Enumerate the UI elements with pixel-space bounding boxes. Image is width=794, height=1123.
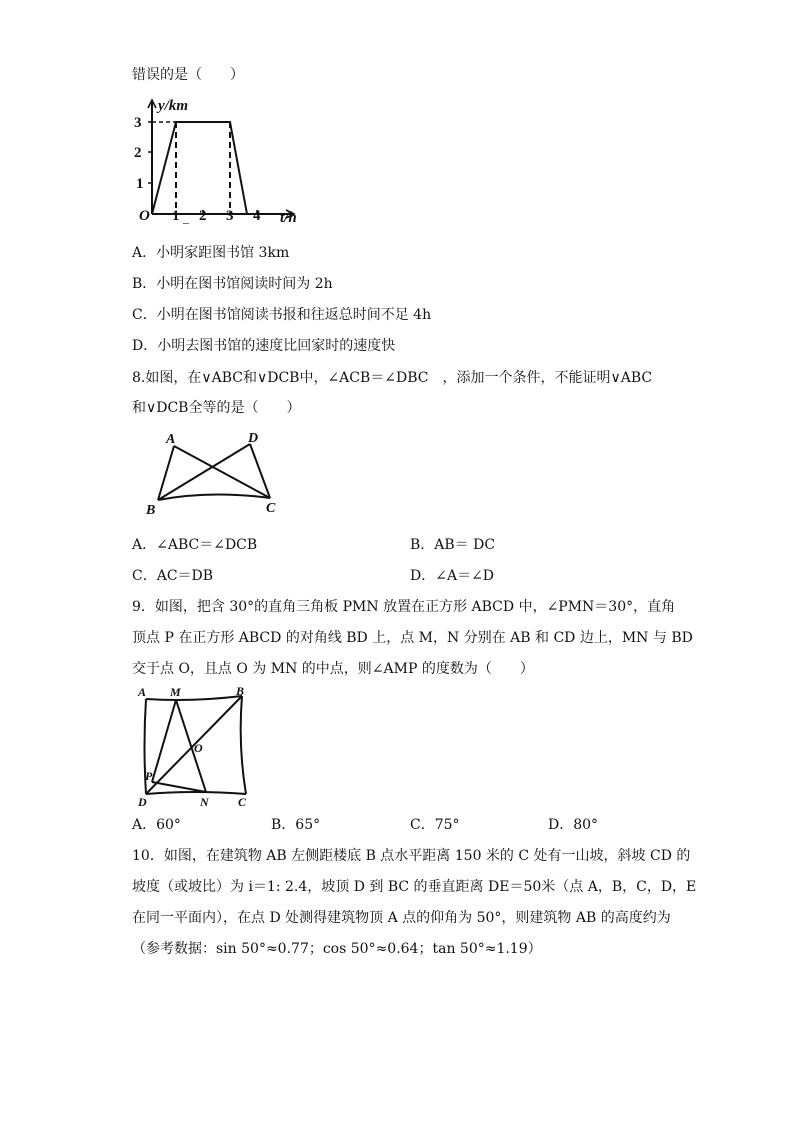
q8-option-b[interactable]: B．AB＝ DC [410,537,496,553]
q9-label-b: B [236,686,245,698]
q8-option-d[interactable]: D．∠A＝∠D [410,568,495,584]
q7-distance-time-graph [130,96,320,226]
q9-label-p: P [145,769,153,783]
q7-mark: _ [183,211,189,225]
q7-distance-line [152,122,247,214]
q8-label-b: B [146,503,156,518]
q7-option-c[interactable]: C．小明在图书馆阅读书报和往返总时间不足 4h [132,307,432,323]
q9-stem-line2: 顶点 P 在正方形 ABCD 的对角线 BD 上，点 M，N 分别在 AB 和 CD 边上，MN 与 BD [132,630,693,646]
q10-stem-line2: 坡度（或坡比）为 i＝1: 2.4，坡顶 D 到 BC 的垂直距离 DE＝50米（点 A，B，C，D，E [132,879,697,895]
q8-stem-line1: 8.如图，在∨ABC和∨DCB中，∠ACB＝∠DBC ，添加一个条件，不能证明∨ABC [132,370,653,386]
q9-figure [134,686,264,810]
q10-stem-line1: 10．如图，在建筑物 AB 左侧距楼底 B 点水平距离 150 米的 C 处有一山坡，斜坡 CD 的 [132,848,691,864]
q8-option-a[interactable]: A．∠ABC＝∠DCB [132,537,258,553]
q7-x-tick-3: 3 [226,208,234,224]
q7-y-axis-label: y/km [158,98,188,114]
q10-stem-line4: （参考数据：sin 50°≈0.77；cos 50°≈0.64；tan 50°≈1.19） [132,941,542,957]
q8-stem-line2: 和∨DCB全等的是（ ） [132,400,301,416]
q8-label-d: D [248,431,259,446]
q7-y-tick-2: 2 [134,145,142,161]
q8-figure [140,428,290,518]
q7-stem-tail: 错误的是（ ） [132,67,244,83]
q9-option-b[interactable]: B．65° [271,817,321,833]
q9-stem-line1: 9．如图，把含 30°的直角三角板 PMN 放置在正方形 ABCD 中，∠PMN＝30°，直角 [132,599,676,615]
q7-option-a[interactable]: A．小明家距图书馆 3km [132,245,290,261]
q9-option-a[interactable]: A．60° [132,817,181,833]
q9-label-o: O [194,741,203,755]
q10-stem-line3: 在同一平面内），在点 D 处测得建筑物顶 A 点的仰角为 50°，则建筑物 AB 的高度约为 [132,910,671,926]
q8-option-c[interactable]: C．AC＝DB [132,568,214,584]
q9-label-d: D [138,795,147,809]
q9-option-c[interactable]: C．75° [410,817,460,833]
q9-option-d[interactable]: D．80° [548,817,599,833]
q9-label-m: M [170,686,181,699]
q7-x-axis-label: t/h [280,210,297,226]
q8-label-a: A [166,432,176,447]
q8-label-c: C [266,501,276,516]
q9-stem-line3: 交于点 O，且点 O 为 MN 的中点，则∠AMP 的度数为（ ） [132,661,534,677]
q7-y-tick-1: 1 [136,176,144,192]
q7-x-tick-2: 2 [199,208,207,224]
q7-x-tick-1: 1 [172,208,180,224]
q7-option-b[interactable]: B．小明在图书馆阅读时间为 2h [132,276,333,292]
q9-label-c: C [238,795,247,809]
q7-y-tick-3: 3 [134,115,142,131]
q7-option-d[interactable]: D．小明去图书馆的速度比回家时的速度快 [132,338,396,354]
q7-origin-label: O [139,208,150,224]
q7-x-tick-4: 4 [253,208,261,224]
q9-label-n: N [200,795,209,809]
q9-label-a: A [138,686,147,699]
